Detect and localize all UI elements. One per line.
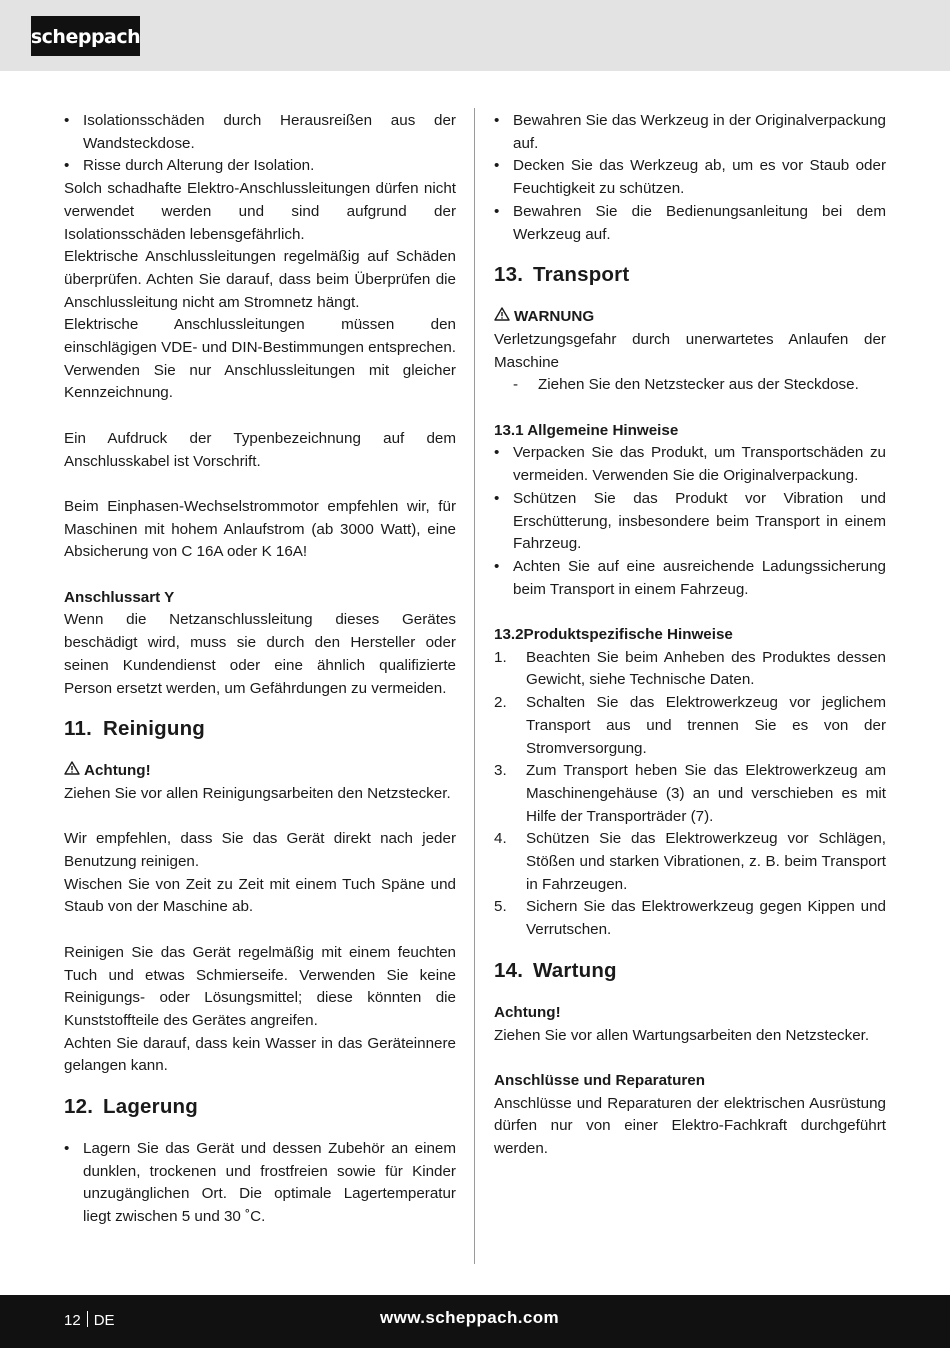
subheading-anschlussart: Anschlussart Y (64, 588, 175, 606)
transport-general-list (494, 442, 886, 601)
page-header (0, 0, 950, 71)
dash-list-item (494, 374, 886, 397)
section-heading-12 (64, 1078, 456, 1138)
section-title: Wartung (533, 958, 617, 982)
list-item: • Bewahren Sie die Bedienungsanleitung bei dem Werkzeug auf. (494, 201, 886, 246)
divider (87, 1311, 88, 1327)
list-item: • Verpacken Sie das Produkt, um Transportschäden zu vermeiden. Verwenden Sie die Originalverpackung. (494, 442, 886, 487)
list-item: 2. Schalten Sie das Elektrowerkzeug vor jeglichem Transport aus und trennen Sie es von der Stromversorgung. (494, 694, 886, 757)
page-footer (0, 1295, 950, 1348)
caution-label (64, 760, 456, 783)
paragraph: Anschlüsse und Reparaturen der elektrischen Ausrüstung dürfen nur von einer Elektro-Fachkraft durchgeführt werden. (494, 1094, 886, 1158)
section-heading-11 (64, 700, 456, 760)
left-column (64, 110, 456, 1229)
subheading-repairs: Anschlüsse und Reparaturen (494, 1071, 705, 1089)
section-number: 11. (64, 717, 92, 741)
caution-text: Achtung! (84, 762, 151, 780)
caution-label: Achtung! (494, 1003, 561, 1021)
storage-bullet-list (64, 1138, 456, 1229)
warning-triangle-icon (64, 760, 82, 783)
paragraph: Ziehen Sie vor allen Reinigungsarbeiten den Netzstecker. (64, 784, 451, 802)
paragraph: Ziehen Sie vor allen Wartungsarbeiten den Netzstecker. (494, 1026, 870, 1044)
paragraph: Wenn die Netzanschlussleitung dieses Gerätes beschädigt wird, muss sie durch den Hersteller oder seinen Kundendienst oder eine ähnlich qualifizierte Person ersetzt werden, um Gefährdungen zu vermeiden. (64, 611, 456, 697)
list-item: 3. Zum Transport heben Sie das Elektrowerkzeug am Maschinengehäuse (3) an und verschieben es mit Hilfe der Transporträder (7). (494, 762, 886, 825)
list-item: • Lagern Sie das Gerät und dessen Zubehör an einem dunklen, trockenen und frostfreien sowie für Kinder unzugänglichen Ort. Die optimale Lagertemperatur liegt zwischen 5 und 30 ˚C. (64, 1138, 456, 1229)
list-item: • Achten Sie auf eine ausreichende Ladungssicherung beim Transport in einem Fahrzeug. (494, 556, 886, 601)
right-column (494, 110, 886, 1161)
damage-bullet-list (64, 110, 456, 178)
page-number-value: 12 (64, 1312, 81, 1329)
list-item: • Bewahren Sie das Werkzeug in der Originalverpackung auf. (494, 110, 886, 155)
section-title: Transport (533, 263, 630, 287)
storage-tips-list (494, 110, 886, 246)
warning-triangle-icon (494, 306, 512, 329)
list-item: • Schützen Sie das Produkt vor Vibration und Erschütterung, insbesondere beim Transport in einem Fahrzeug. (494, 488, 886, 556)
section-heading-13 (494, 246, 886, 306)
paragraph: Beim Einphasen-Wechselstrommotor empfehlen wir, für Maschinen mit hohem Anlaufstrom (ab 3000 Watt), eine Absicherung von C 16A oder K 16A! (64, 497, 456, 561)
warning-label (494, 306, 886, 329)
section-heading-14 (494, 942, 886, 1002)
paragraph: Verletzungsgefahr durch unerwartetes Anlaufen der Maschine (494, 330, 886, 371)
paragraph: Wischen Sie von Zeit zu Zeit mit einem Tuch Späne und Staub von der Maschine ab. (64, 875, 456, 916)
list-item: 1. Beachten Sie beim Anheben des Produktes dessen Gewicht, siehe Technische Daten. (494, 648, 886, 689)
language-code: DE (93, 1312, 115, 1329)
section-number: 14. (494, 958, 524, 982)
section-number: 13. (494, 263, 524, 287)
paragraph: Ein Aufdruck der Typenbezeichnung auf dem Anschlusskabel ist Vorschrift. (64, 429, 456, 470)
paragraph: Reinigen Sie das Gerät regelmäßig mit einem feuchten Tuch und etwas Schmierseife. Verwenden Sie keine Reinigungs- oder Lösungsmittel; diese könnten die Kunststoffteile des Gerätes angreifen. (64, 943, 456, 1029)
paragraph: Solch schadhafte Elektro-Anschlussleitungen dürfen nicht verwendet werden und sind aufgrund der Isolationsschäden lebensgefährlich. (64, 180, 456, 243)
dash-item-text: Ziehen Sie den Netzstecker aus der Steckdose. (538, 376, 859, 394)
website-link[interactable]: www.scheppach.com (380, 1308, 560, 1327)
list-item: • Decken Sie das Werkzeug ab, um es vor Staub oder Feuchtigkeit zu schützen. (494, 155, 886, 200)
list-item: • Isolationsschäden durch Herausreißen aus der Wandsteckdose. (64, 110, 456, 155)
paragraph: Elektrische Anschlussleitungen regelmäßig auf Schäden überprüfen. Achten Sie darauf, dass beim Überprüfen die Anschlussleitung nicht am Stromnetz hängt. (64, 248, 456, 311)
section-title: Lagerung (103, 1095, 198, 1119)
subheading-13-1: 13.1 Allgemeine Hinweise (494, 421, 679, 439)
paragraph: Elektrische Anschlussleitungen müssen den einschlägigen VDE- und DIN-Bestimmungen entsprechen. Verwenden Sie nur Anschlussleitungen mit gleicher Kennzeichnung. (64, 316, 456, 402)
warning-text: WARNUNG (514, 308, 595, 326)
scheppach-logo: scheppach (31, 16, 140, 56)
dash-marker: - (513, 376, 519, 394)
paragraph: Wir empfehlen, dass Sie das Gerät direkt nach jeder Benutzung reinigen. (64, 830, 456, 871)
subheading-13-2: 13.2Produktspezifische Hinweise (494, 626, 733, 644)
column-divider (474, 108, 475, 1264)
section-number: 12. (64, 1095, 94, 1119)
page-number (64, 1311, 115, 1329)
list-item: • Risse durch Alterung der Isolation. (64, 155, 456, 178)
section-title: Reinigung (103, 717, 206, 741)
paragraph: Achten Sie darauf, dass kein Wasser in das Geräteinnere gelangen kann. (64, 1034, 456, 1075)
list-item: 4. Schützen Sie das Elektrowerkzeug vor Schlägen, Stößen und starken Vibrationen, z. B. beim Transport in Fahrzeugen. (494, 830, 886, 893)
list-item: 5. Sichern Sie das Elektrowerkzeug gegen Kippen und Verrutschen. (494, 898, 886, 939)
transport-specific-list (494, 647, 886, 942)
